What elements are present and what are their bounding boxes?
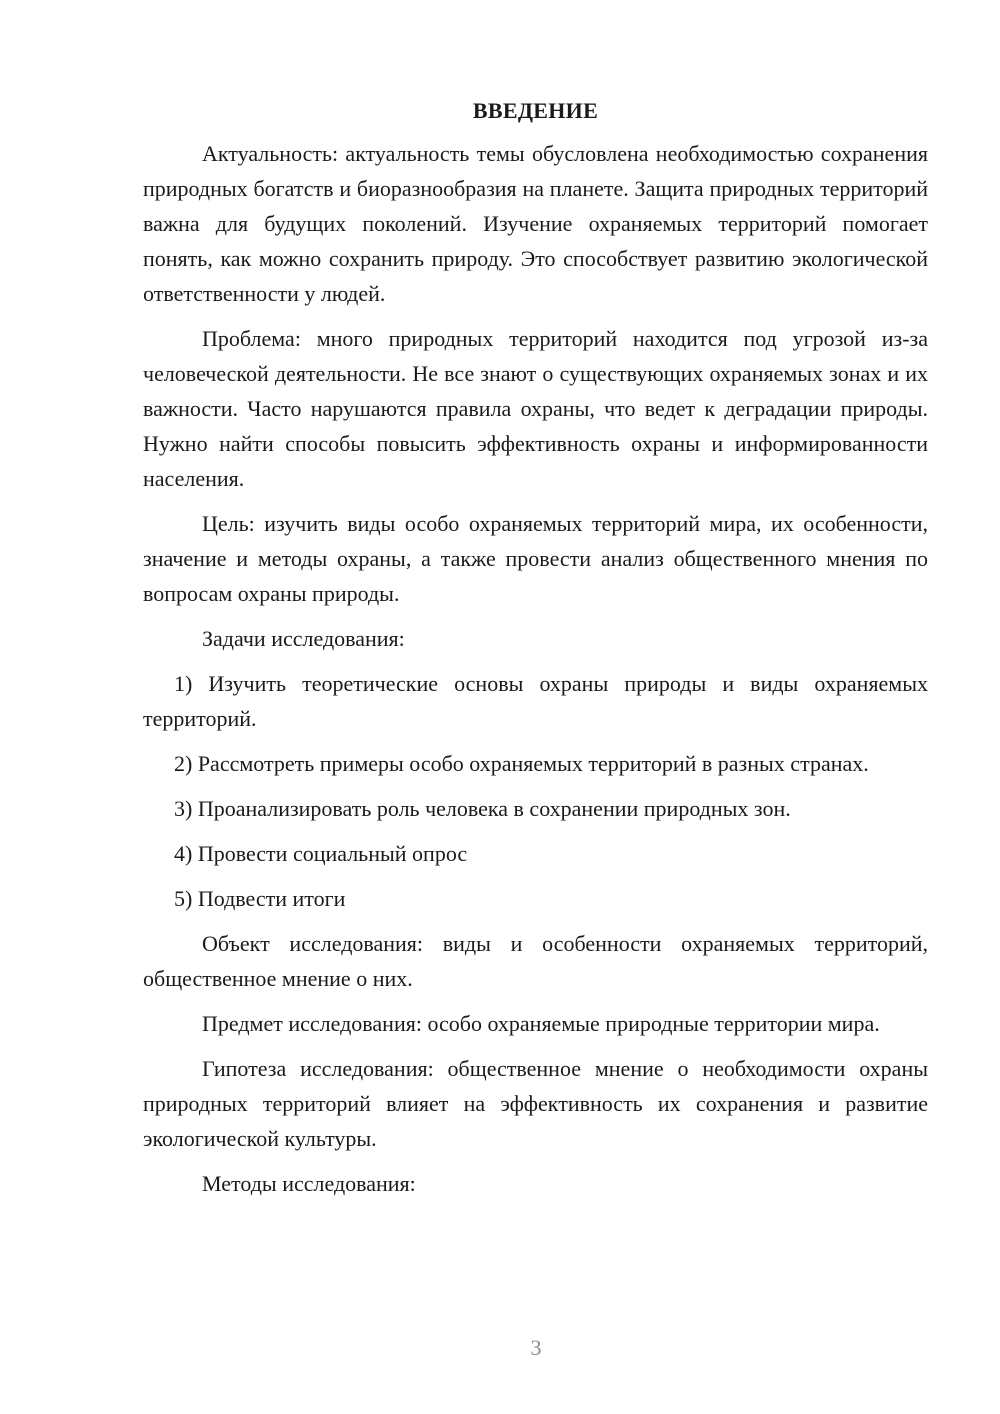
paragraph-goal: Цель: изучить виды особо охраняемых территорий мира, их особенности, значение и методы охраны, а также провести анализ общественного мнения по вопросам охраны природы. bbox=[143, 511, 928, 606]
paragraph-methods: Методы исследования: bbox=[202, 1171, 416, 1196]
page-title: ВВЕДЕНИЕ bbox=[472, 98, 599, 123]
paragraph-problem: Проблема: много природных территорий находится под угрозой из-за человеческой деятельности. Не все знают о существующих охраняемых зонах и их важности. Часто нарушаются правила охраны, что ведет к деградации природы. Нужно найти способы повысить эффективность охраны и информированности населения. bbox=[143, 326, 928, 491]
paragraph-subject: Предмет исследования: особо охраняемые природные территории мира. bbox=[202, 1011, 880, 1036]
task-item-4: 4) Провести социальный опрос bbox=[174, 841, 468, 866]
task-item-1: 1) Изучить теоретические основы охраны природы и виды охраняемых территорий. bbox=[143, 671, 928, 731]
paragraph-relevance: Актуальность: актуальность темы обусловлена необходимостью сохранения природных богатств и биоразнообразия на планете. Защита природных территорий важна для будущих поколений. Изучение охраняемых территорий помогает понять, как можно сохранить природу. Это способствует развитию экологической ответственности у людей. bbox=[143, 141, 928, 306]
task-item-2: 2) Рассмотреть примеры особо охраняемых территорий в разных странах. bbox=[174, 751, 869, 776]
page-number: 3 bbox=[530, 1335, 542, 1360]
task-item-5: 5) Подвести итоги bbox=[174, 886, 346, 911]
paragraph-tasks-heading: Задачи исследования: bbox=[202, 626, 405, 651]
task-item-3: 3) Проанализировать роль человека в сохранении природных зон. bbox=[174, 796, 791, 821]
paragraph-hypothesis: Гипотеза исследования: общественное мнение о необходимости охраны природных территорий влияет на эффективность их сохранения и развитие экологической культуры. bbox=[143, 1056, 928, 1151]
page-content bbox=[143, 96, 928, 1211]
paragraph-object: Объект исследования: виды и особенности охраняемых территорий, общественное мнение о них. bbox=[143, 931, 928, 991]
